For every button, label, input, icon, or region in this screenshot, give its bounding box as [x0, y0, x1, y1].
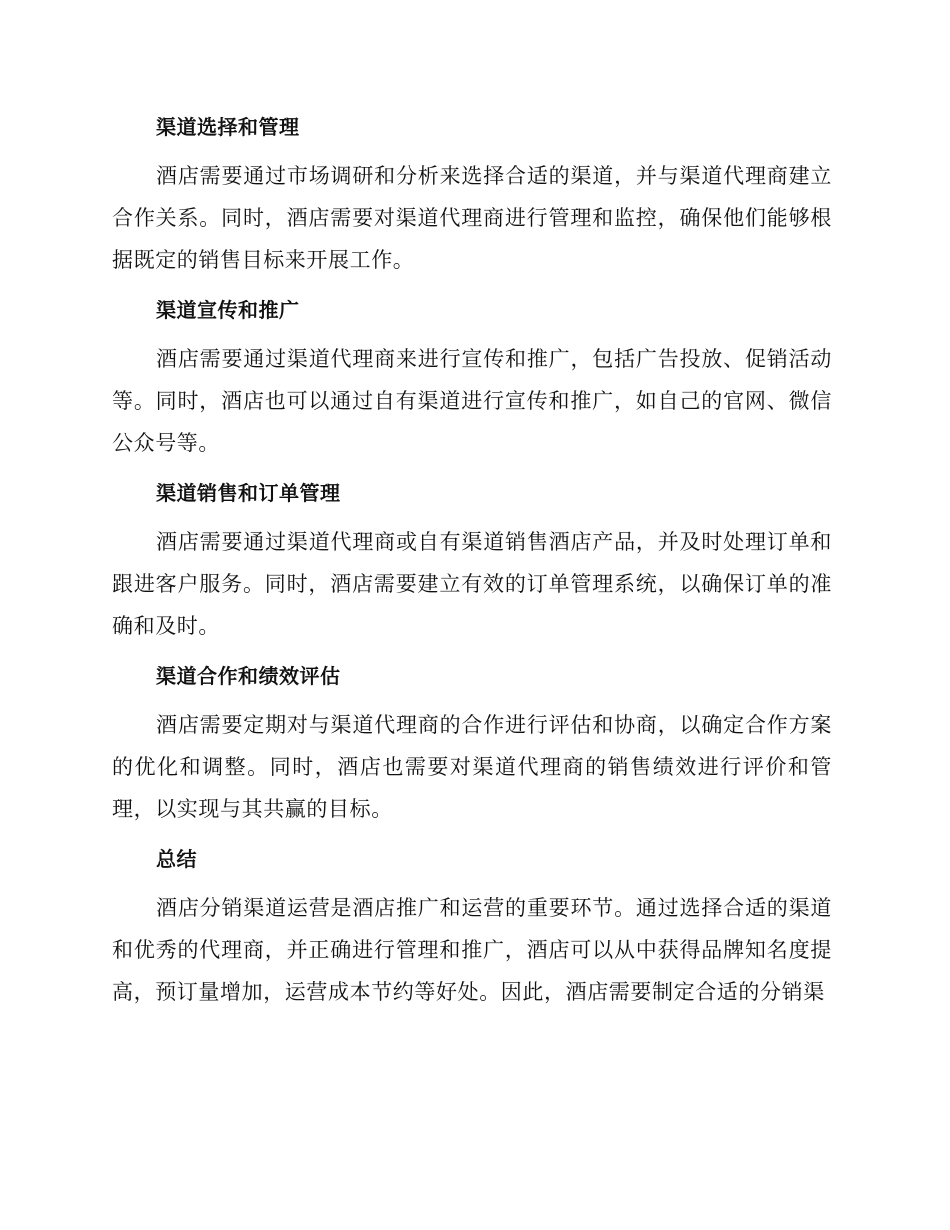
section-heading: 渠道宣传和推广 — [156, 298, 300, 322]
section-paragraph: 酒店需要通过渠道代理商或自有渠道销售酒店产品，并及时处理订单和跟进客户服务。同时，酒店需要建立有效的订单管理系统，以确保订单的准确和及时。 — [112, 530, 832, 638]
section-channel-selection — [112, 108, 832, 281]
section-channel-cooperation — [112, 657, 832, 830]
section-paragraph: 酒店需要通过渠道代理商来进行宣传和推广，包括广告投放、促销活动等。同时，酒店也可以通过自有渠道进行宣传和推广，如自己的官网、微信公众号等。 — [112, 347, 832, 455]
document-body — [112, 108, 832, 1023]
section-heading: 渠道销售和订单管理 — [156, 481, 341, 505]
section-channel-promotion — [112, 291, 832, 464]
section-heading: 渠道选择和管理 — [156, 115, 300, 139]
section-summary — [112, 840, 832, 1013]
section-paragraph: 酒店分销渠道运营是酒店推广和运营的重要环节。通过选择合适的渠道和优秀的代理商，并正确进行管理和推广，酒店可以从中获得品牌知名度提高，预订量增加，运营成本节约等好处。因此，酒店需要制定合适的分销渠 — [112, 896, 832, 1004]
section-heading: 渠道合作和绩效评估 — [156, 664, 341, 688]
section-paragraph: 酒店需要通过市场调研和分析来选择合适的渠道，并与渠道代理商建立合作关系。同时，酒店需要对渠道代理商进行管理和监控，确保他们能够根据既定的销售目标来开展工作。 — [112, 164, 832, 272]
section-paragraph: 酒店需要定期对与渠道代理商的合作进行评估和协商，以确定合作方案的优化和调整。同时，酒店也需要对渠道代理商的销售绩效进行评价和管理，以实现与其共赢的目标。 — [112, 713, 832, 821]
section-channel-sales-orders — [112, 474, 832, 647]
section-heading: 总结 — [156, 847, 197, 871]
